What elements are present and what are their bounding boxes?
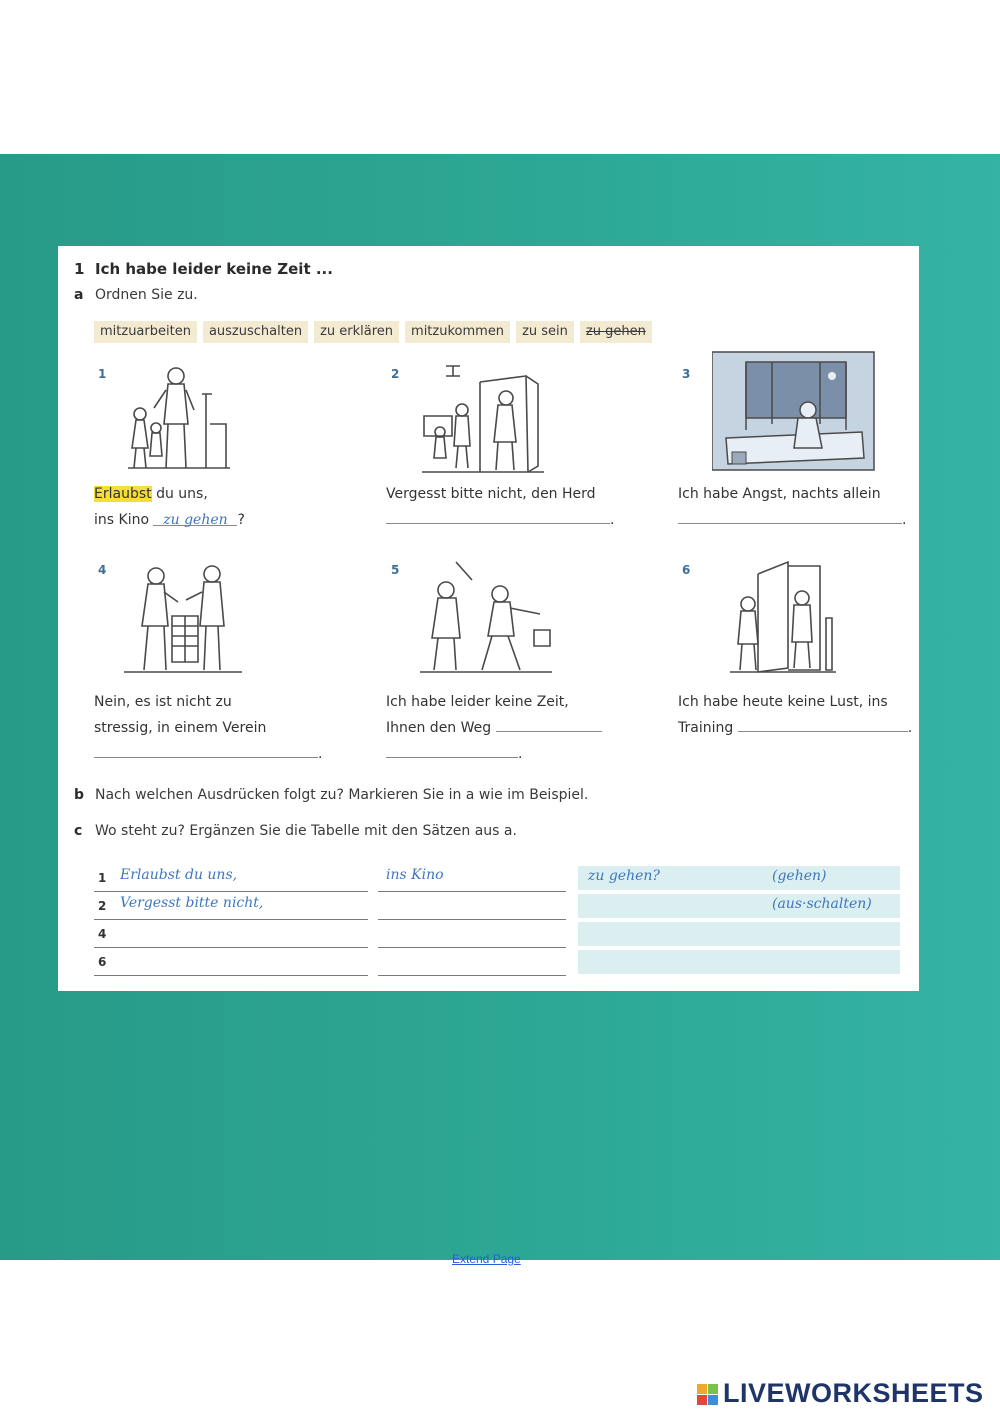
table-cell-input[interactable]	[94, 920, 368, 948]
word-chip: mitzukommen	[405, 321, 510, 343]
table-cell-input[interactable]	[578, 922, 900, 946]
table-cell-input[interactable]	[378, 948, 566, 976]
picture-5-sentence: Ich habe leider keine Zeit, Ihnen den Weg .	[386, 689, 602, 767]
table-cell-text: Erlaubst du uns,	[120, 867, 238, 883]
word-chip: zu sein	[516, 321, 574, 343]
part-b-letter: b	[74, 787, 85, 803]
answer-blank-1[interactable]: zu gehen	[153, 507, 237, 526]
picture-2-sentence: Vergesst bitte nicht, den Herd .	[386, 486, 615, 528]
answer-table	[94, 864, 902, 978]
part-c-instruction: Wo steht zu? Ergänzen Sie die Tabelle mit den Sätzen aus a.	[95, 823, 517, 839]
word-chip: zu erklären	[314, 321, 399, 343]
table-cell-input[interactable]	[378, 892, 566, 920]
picture-4-sentence: Nein, es ist nicht zu stressig, in einem Verein .	[94, 694, 323, 762]
table-cell-input[interactable]	[94, 948, 368, 976]
picture-number: 4	[98, 563, 107, 577]
answer-blank-2[interactable]	[386, 509, 610, 524]
answer-blank-6[interactable]	[738, 717, 908, 732]
picture-number: 2	[391, 367, 400, 381]
picture-6-sentence: Ich habe heute keine Lust, ins Training .	[678, 694, 913, 736]
table-cell-text: Vergesst bitte nicht,	[120, 895, 264, 911]
table-cell-input[interactable]	[578, 950, 900, 974]
verb-hint: (aus·schalten)	[772, 896, 872, 912]
table-row-number: 6	[98, 955, 107, 969]
word-bank	[94, 321, 652, 343]
part-a-letter: a	[74, 287, 84, 303]
exercise-title: Ich habe leider keine Zeit ...	[95, 260, 333, 278]
picture-number: 3	[682, 367, 691, 381]
extend-page-link[interactable]: Extend Page	[452, 1252, 521, 1266]
part-b-instruction: Nach welchen Ausdrücken folgt zu? Markieren Sie in a wie im Beispiel.	[95, 787, 589, 803]
part-c-letter: c	[74, 823, 83, 839]
exercise-number: 1	[74, 260, 85, 278]
answer-blank-5b[interactable]	[386, 743, 518, 758]
table-row-number: 2	[98, 899, 107, 913]
picture-3-sentence: Ich habe Angst, nachts allein .	[678, 486, 907, 528]
illustration-door-visitor	[728, 558, 840, 676]
liveworksheets-logo	[697, 1378, 984, 1409]
word-chip: mitzuarbeiten	[94, 321, 197, 343]
picture-number: 1	[98, 367, 107, 381]
illustration-asking-directions	[416, 558, 556, 676]
table-row-number: 4	[98, 927, 107, 941]
illustration-two-people-talking	[120, 562, 246, 676]
word-chip: auszuschalten	[203, 321, 308, 343]
verb-hint: (gehen)	[772, 868, 827, 884]
table-cell-input[interactable]	[378, 920, 566, 948]
table-cell-text: ins Kino	[386, 867, 444, 883]
answer-blank-4[interactable]	[94, 743, 318, 758]
illustration-bedroom-night	[712, 348, 878, 472]
part-a-instruction: Ordnen Sie zu.	[95, 287, 198, 303]
brand-name: LIVEWORKSHEETS	[723, 1378, 984, 1408]
answer-blank-5a[interactable]	[496, 717, 602, 732]
table-row-number: 1	[98, 871, 107, 885]
worksheet	[58, 246, 919, 991]
picture-number: 6	[682, 563, 691, 577]
word-chip-used: zu gehen	[580, 321, 652, 343]
highlighted-word: Erlaubst	[94, 486, 152, 502]
picture-1-sentence: Erlaubst du uns, ins Kino zu gehen ?	[94, 486, 245, 528]
illustration-father-children	[118, 364, 238, 476]
logo-blocks-icon	[697, 1382, 719, 1406]
illustration-family-door	[418, 362, 548, 478]
table-cell-text: zu gehen?	[588, 868, 660, 884]
picture-number: 5	[391, 563, 400, 577]
answer-blank-3[interactable]	[678, 509, 902, 524]
